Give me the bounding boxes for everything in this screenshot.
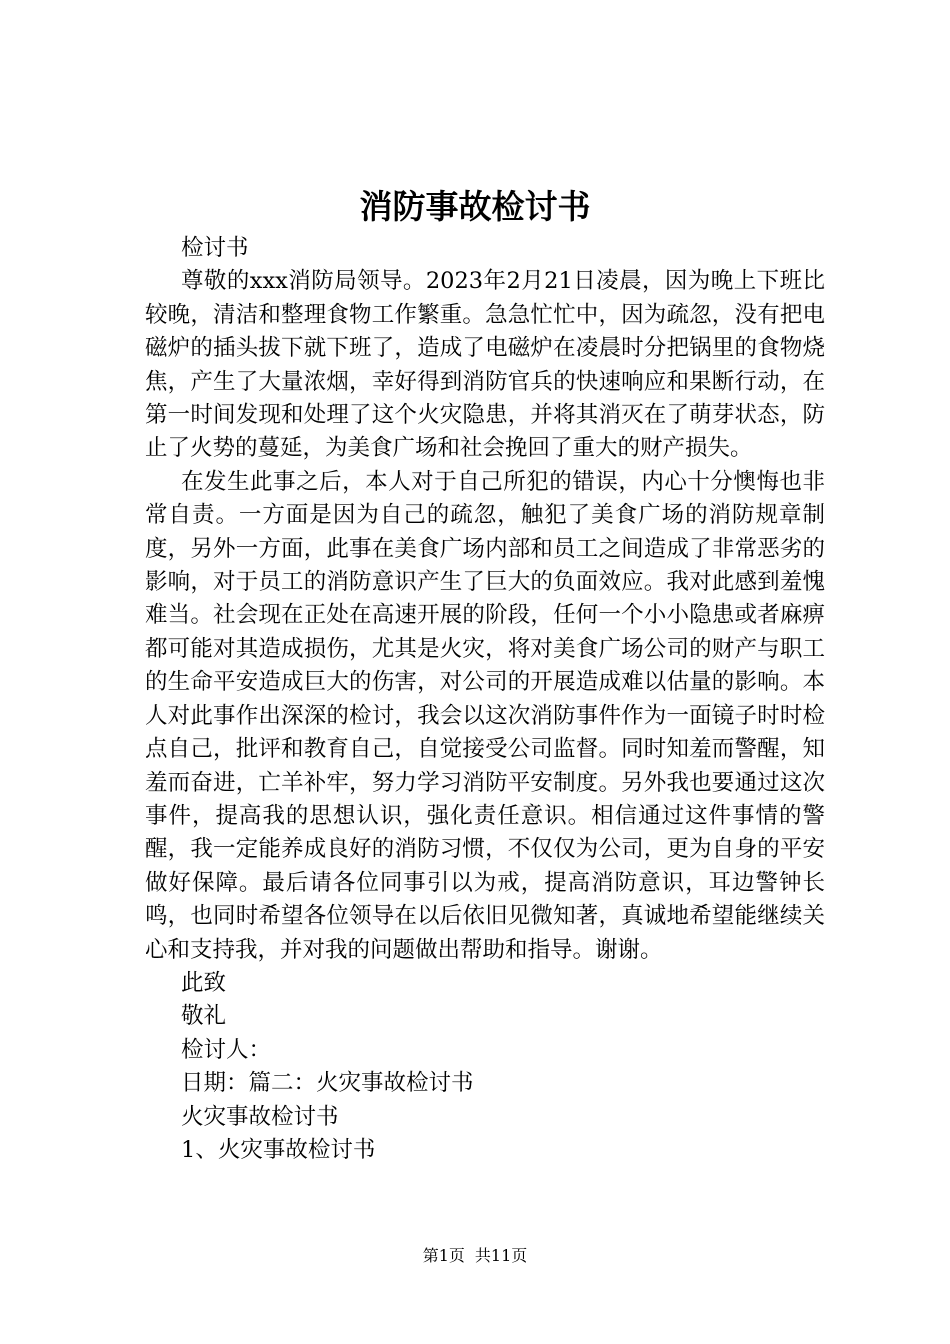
- salute-line: 敬礼: [181, 1003, 227, 1030]
- closing-line: 此致: [181, 969, 227, 996]
- document-label: 检讨书: [181, 235, 249, 261]
- paragraph-reflection: 在发生此事之后，本人对于自己所犯的错误，内心十分懊悔也非常自责。一方面是因为自己的疏忽，触犯了美食广场的消防规章制度，另外一方面，此事在美食广场内部和员工之间造成了非常恶劣的影响，对于员工的消防意识产生了巨大的负面效应。我对此感到羞愧难当。社会现在正处在高速开展的阶段，任何一个小小隐患或者麻痹都可能对其造成损伤，尤其是火灾，将对美食广场公司的财产与职工的生命平安造成巨大的伤害，对公司的开展造成难以估量的影响。本人对此事作出深深的检讨，我会以这次消防事件作为一面镜子时时检点自己，批评和教育自己，自觉接受公司监督。同时知羞而警醒，知羞而奋进，亡羊补牢，努力学习消防平安制度。另外我也要通过这次事件，提高我的思想认识，强化责任意识。相信通过这件事情的警醒，我一定能养成良好的消防习惯，不仅仅为公司，更为自身的平安做好保障。最后请各位同事引以为戒，提高消防意识，耳边警钟长鸣，也同时希望各位领导在以后依旧见微知著，真诚地希望能继续关心和支持我，并对我的问题做出帮助和指导。谢谢。: [145, 468, 825, 963]
- page-number: 第1页: [422, 1246, 465, 1265]
- subtitle-line: 火灾事故检讨书: [181, 1103, 339, 1130]
- signer-line: 检讨人：: [181, 1036, 272, 1063]
- document-body: [145, 232, 825, 1167]
- page-footer: [0, 1244, 950, 1268]
- document-title: 消防事故检讨书: [359, 187, 591, 226]
- paragraph-incident: 尊敬的xxx消防局领导。2023年2月21日凌晨，因为晚上下班比较晚，清洁和整理食物工作繁重。急急忙忙中，因为疏忽，没有把电磁炉的插头拔下就下班了，造成了电磁炉在凌晨时分把锅里的食物烧焦，产生了大量浓烟，幸好得到消防官兵的快速响应和果断行动，在第一时间发现和处理了这个火灾隐患，并将其消灭在了萌芽状态，防止了火势的蔓延，为美食广场和社会挽回了重大的财产损失。: [145, 268, 825, 462]
- page-total: 共11页: [474, 1246, 528, 1265]
- date-line: 日期：篇二：火灾事故检讨书: [181, 1070, 474, 1097]
- section-heading: 1、火灾事故检讨书: [181, 1136, 376, 1163]
